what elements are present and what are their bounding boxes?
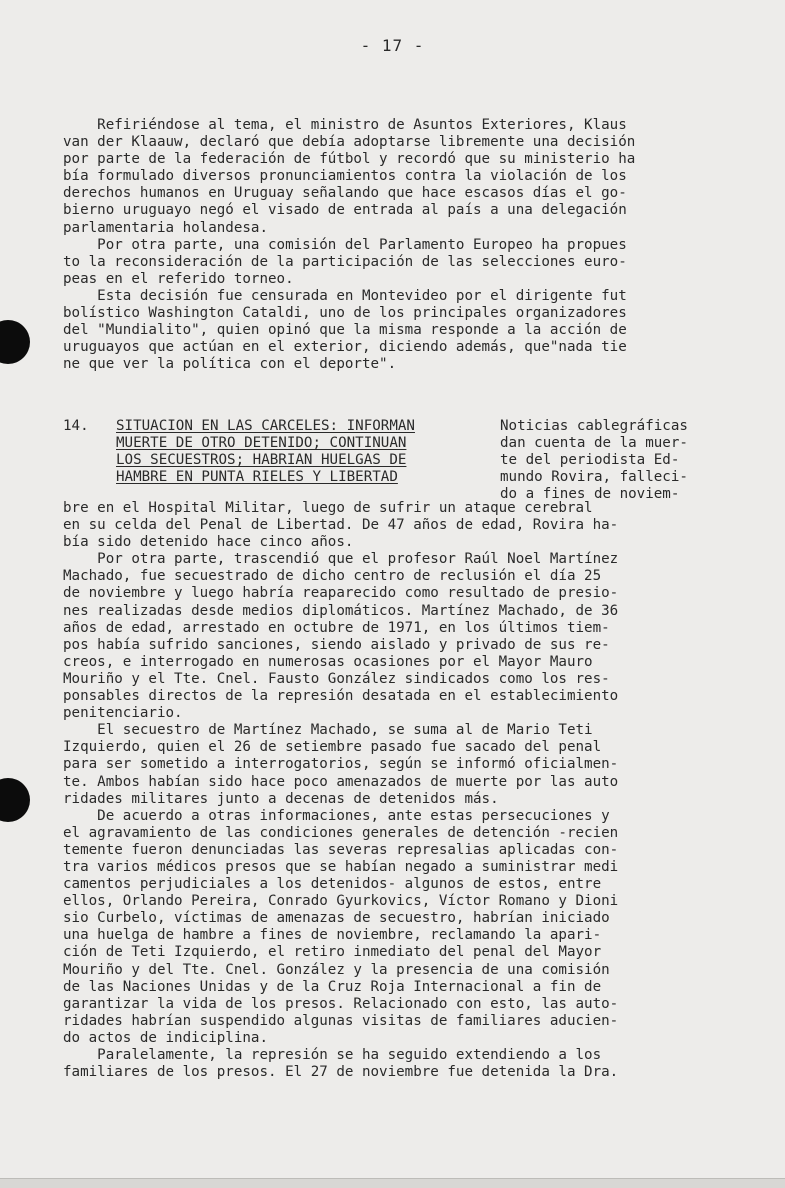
page-number: - 17 - xyxy=(360,36,425,55)
section-heading-line: MUERTE DE OTRO DETENIDO; CONTINUAN xyxy=(116,435,407,452)
section-heading-line: LOS SECUESTROS; HABRIAN HUELGAS DE xyxy=(116,452,407,469)
section-body-text: bre en el Hospital Militar, luego de sufrir un ataque cerebral en su celda del Penal de Libertad. De 47 años de edad, Rovira ha- bía sido detenido hace cinco años. Por otra parte, trascendió que el profesor Raúl Noel Martínez Machado, fue secuestrado de dicho centro de reclusión el día 25 de noviembre y luego habría reaparecido como resultado de presio- nes realizadas desde medios diplomáticos. Martínez Machado, de 36 años de edad, arrestado en octubre de 1971, en los últimos tiem- pos había sufrido sanciones, siendo aislado y privado de sus re- creos, e interrogado en numerosas ocasiones por el Mayor Mauro Mouriño y el Tte. Cnel. Fausto González sindicados como los res- ponsables directos de la represión desatada en el establecimiento penitenciario. El secuestro de Martínez Machado, se suma al de Mario Teti Izquierdo, quien el 26 de setiembre pasado fue sacado del penal para ser sometido a interrogatorios, según se informó oficialmen- te. Ambos habían sido hace poco amenazados de muerte por las auto ridades militares junto a decenas de detenidos más. De acuerdo a otras informaciones, ante estas persecuciones y el agravamiento de las condiciones generales de detención -recien temente fueron denunciadas las severas represalias aplicadas con- tra varios médicos presos que se habían negado a suministrar medi camentos perjudiciales a los detenidos- algunos de estos, entre ellos, Orlando Pereira, Conrado Gyurkovics, Víctor Romano y Dioni sio Curbelo, víctimas de amenazas de secuestro, habrían iniciado una huelga de hambre a fines de noviembre, reclamando la apari- ción de Teti Izquierdo, el retiro inmediato del penal del Mayor Mouriño y del Tte. Cnel. González y la presencia de una comisión de las Naciones Unidas y de la Cruz Roja Internacional a fin de garantizar la vida de los presos. Relacionado con esto, las auto- ridades habrían suspendido algunas visitas de familiares aducien- do actos de indiciplina. Paralelamente, la represión se ha seguido extendiendo a los familiares de los presos. El 27 de noviembre fue detenida la Dra. xyxy=(63,500,619,1081)
section-heading-line: SITUACION EN LAS CARCELES: INFORMAN xyxy=(116,418,415,434)
punch-hole-bottom xyxy=(0,778,30,822)
section-number: 14. xyxy=(63,418,89,434)
section-heading xyxy=(116,418,415,486)
intro-paragraphs: Refiriéndose al tema, el ministro de Asuntos Exteriores, Klaus van der Klaauw, declaró que debía adoptarse libremente una decisión por parte de la federación de fútbol y recordó que su ministerio ha bía formulado diversos pronunciamientos contra la violación de los derechos humanos en Uruguay señalando que hace escasos días el go- bierno uruguayo negó el visado de entrada al país a una delegación parlamentaria holandesa. Por otra parte, una comisión del Parlamento Europeo ha propues to la reconsideración de la participación de las selecciones euro- peas en el referido torneo. Esta decisión fue censurada en Montevideo por el dirigente fut bolístico Washington Cataldi, uno de los principales organizadores del "Mundialito", quien opinó que la misma responde a la acción de uruguayos que actúan en el exterior, diciendo además, que"nada tie ne que ver la política con el deporte". xyxy=(63,117,636,373)
section-heading-line: HAMBRE EN PUNTA RIELES Y LIBERTAD xyxy=(116,469,398,486)
punch-hole-top xyxy=(0,320,30,364)
section-side-text: Noticias cablegráficas dan cuenta de la muer- te del periodista Ed- mundo Rovira, falleci- do a fines de noviem- xyxy=(500,418,688,503)
